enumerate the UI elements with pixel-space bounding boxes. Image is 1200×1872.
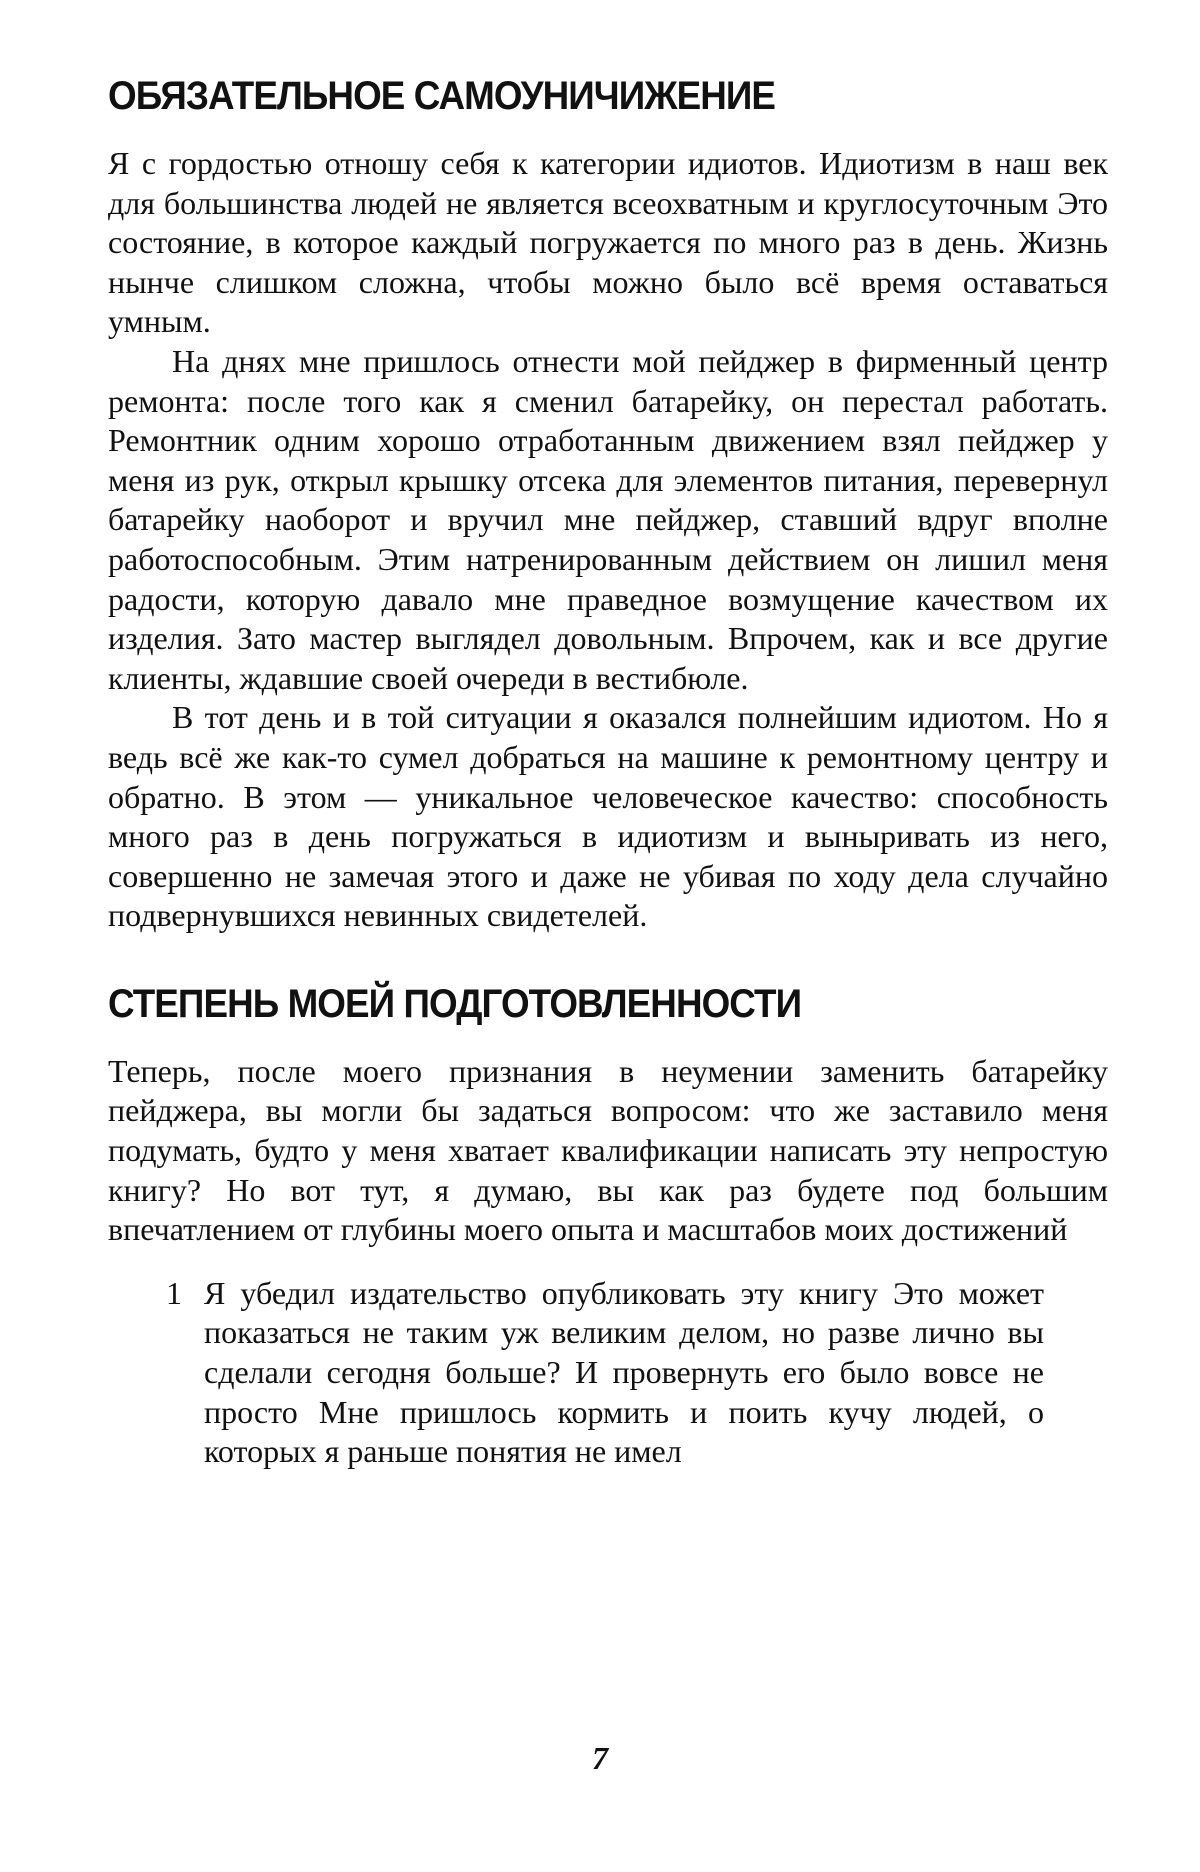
paragraph: В тот день и в той ситуации я оказался полнейшим идиотом. Но я ведь всё же как-то сумел добраться на машине к ремонтному центру и обратно. В этом — уникальное человеческое качество: способность много раз в день погружаться в идиотизм и выныривать из него, совершенно не замечая этого и даже не убивая по ходу дела случайно подвернувшихся невинных свидетелей.	[108, 699, 1108, 934]
page-number: 7	[592, 1740, 608, 1776]
list-item-text: Я убедил издательство опубликовать эту книгу Это может показаться не таким уж великим делом, но разве лично вы сделали сегодня больше? И провернуть его было вовсе не просто Мне пришлось кормить и поить кучу людей, о которых я раньше понятия не имел	[204, 1274, 1044, 1470]
section-heading-qualification: СТЕПЕНЬ МОЕЙ ПОДГОТОВЛЕННОСТИ	[108, 981, 802, 1026]
paragraph: На днях мне пришлось отнести мой пейджер в фирменный центр ремонта: после того как я сменил батарейку, он перестал работать. Ремонтник одним хорошо отработанным движением взял пейджер у меня из рук, открыл крышку отсека для элементов питания, перевернул батарейку наоборот и вручил мне пейджер, ставший вдруг вполне работоспособным. Этим натренированным действием он лишил меня радости, которую давало мне праведное возмущение качеством их изделия. Зато мастер выглядел довольным. Впрочем, как и все другие клиенты, ждавшие своей очереди в вестибюле.	[108, 342, 1108, 696]
page-body	[108, 70, 1108, 1472]
list-item-number: 1	[166, 1274, 182, 1311]
numbered-list	[108, 1274, 1108, 1472]
list-item	[108, 1274, 1108, 1472]
section-heading-self-deprecation: ОБЯЗАТЕЛЬНОЕ САМОУНИЧИЖЕНИЕ	[108, 74, 776, 118]
paragraph: Я с гордостью отношу себя к категории идиотов. Идиотизм в наш век для большинства людей не является всеохватным и круглосуточным Это состояние, в которое каждый погружается по много раз в день. Жизнь нынче слишком сложна, чтобы можно было всё время оставаться умным.	[108, 145, 1108, 340]
paragraph: Теперь, после моего признания в неумении заменить батарейку пейджера, вы могли бы задаться вопросом: что же заставило меня подумать, будто у меня хватает квалификации написать эту непростую книгу? Но вот тут, я думаю, вы как раз будете под большим впечатлением от глубины моего опыта и масштабов моих достижений	[108, 1052, 1108, 1248]
